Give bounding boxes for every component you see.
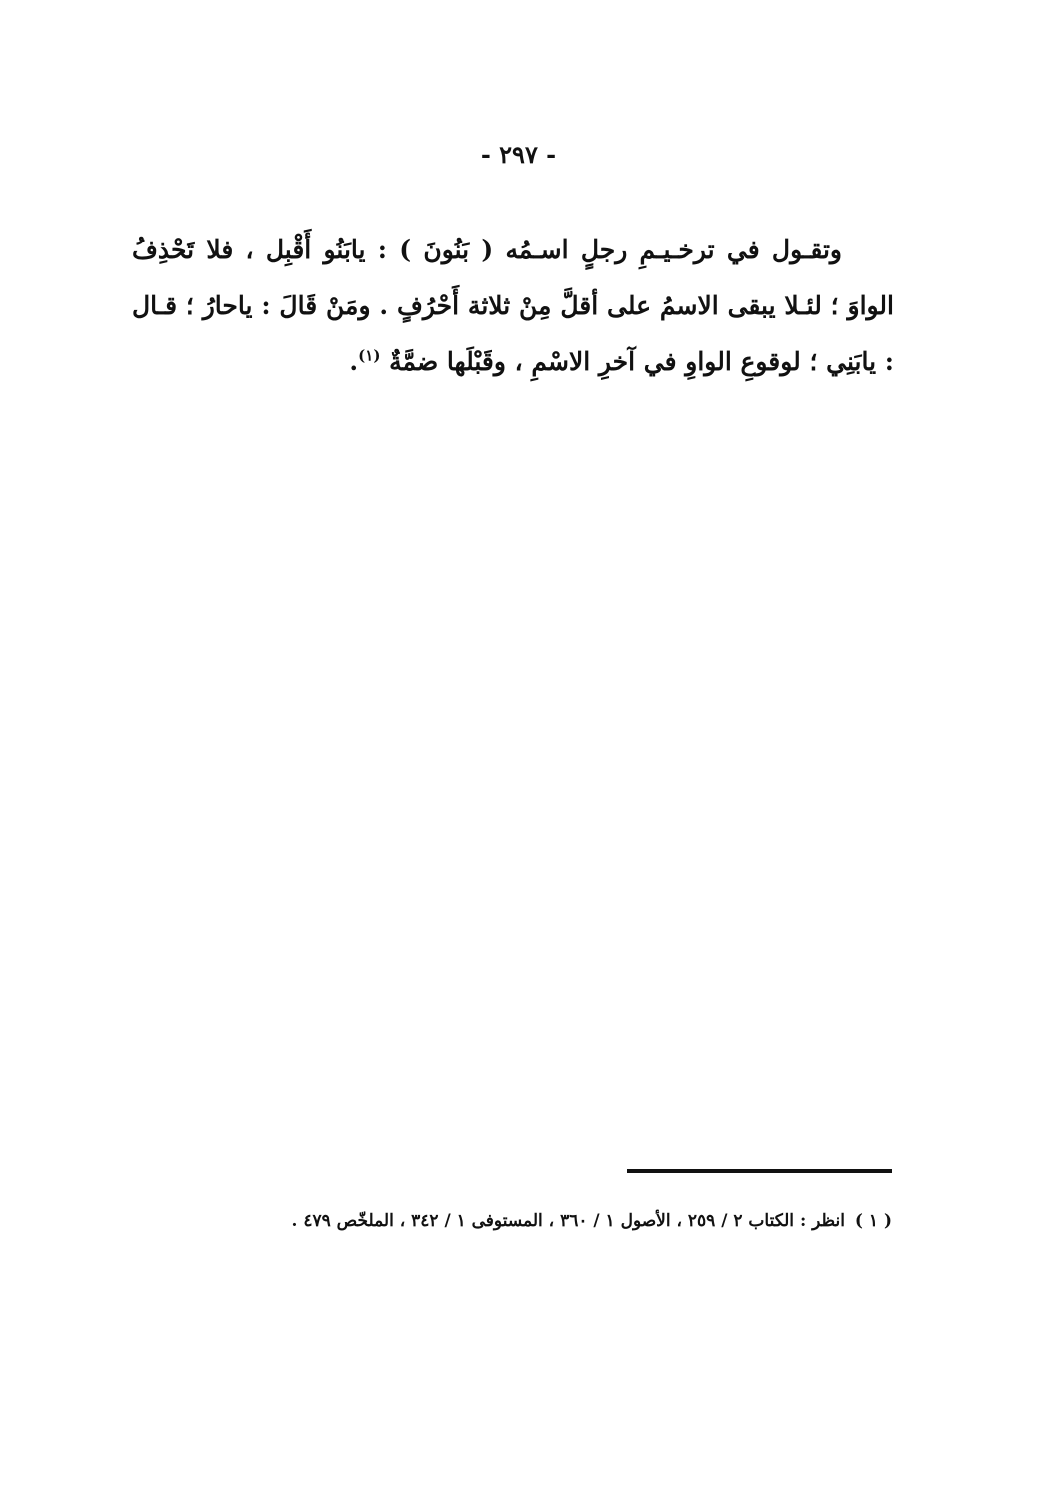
main-text — [132, 222, 894, 390]
paragraph-text: وتقـول في ترخـيـمِ رجلٍ اسـمُه ( بَنُونَ ) : يابَنُو أَقْبِل ، فلا تَحْذِفُ الواوَ ؛ لئـلا يبقى الاسمُ على أقلَّ مِنْ ثلاثة أَحْرُفٍ . ومَنْ قَالَ : ياحارُ ؛ قـال : يابَنِي ؛ لوقوعِ الواوِ في آخرِ الاسْمِ ، وقَبْلَها ضمَّةٌ — [132, 235, 894, 376]
footnote — [200, 1206, 892, 1236]
footnote-separator — [627, 1169, 892, 1173]
footnote-reference: (١) — [358, 346, 381, 365]
end-mark: . — [349, 347, 359, 376]
footnote-text: انظر : الكتاب ٢ / ٢٥٩ ، الأصول ١ / ٣٦٠ ، المستوفى ١ / ٣٤٢ ، الملخّص ٤٧٩ . — [291, 1211, 845, 1231]
footnote-marker: ( ١ ) — [854, 1211, 892, 1231]
page-number: - ٢٩٧ - — [480, 140, 557, 169]
paragraph — [132, 222, 894, 390]
